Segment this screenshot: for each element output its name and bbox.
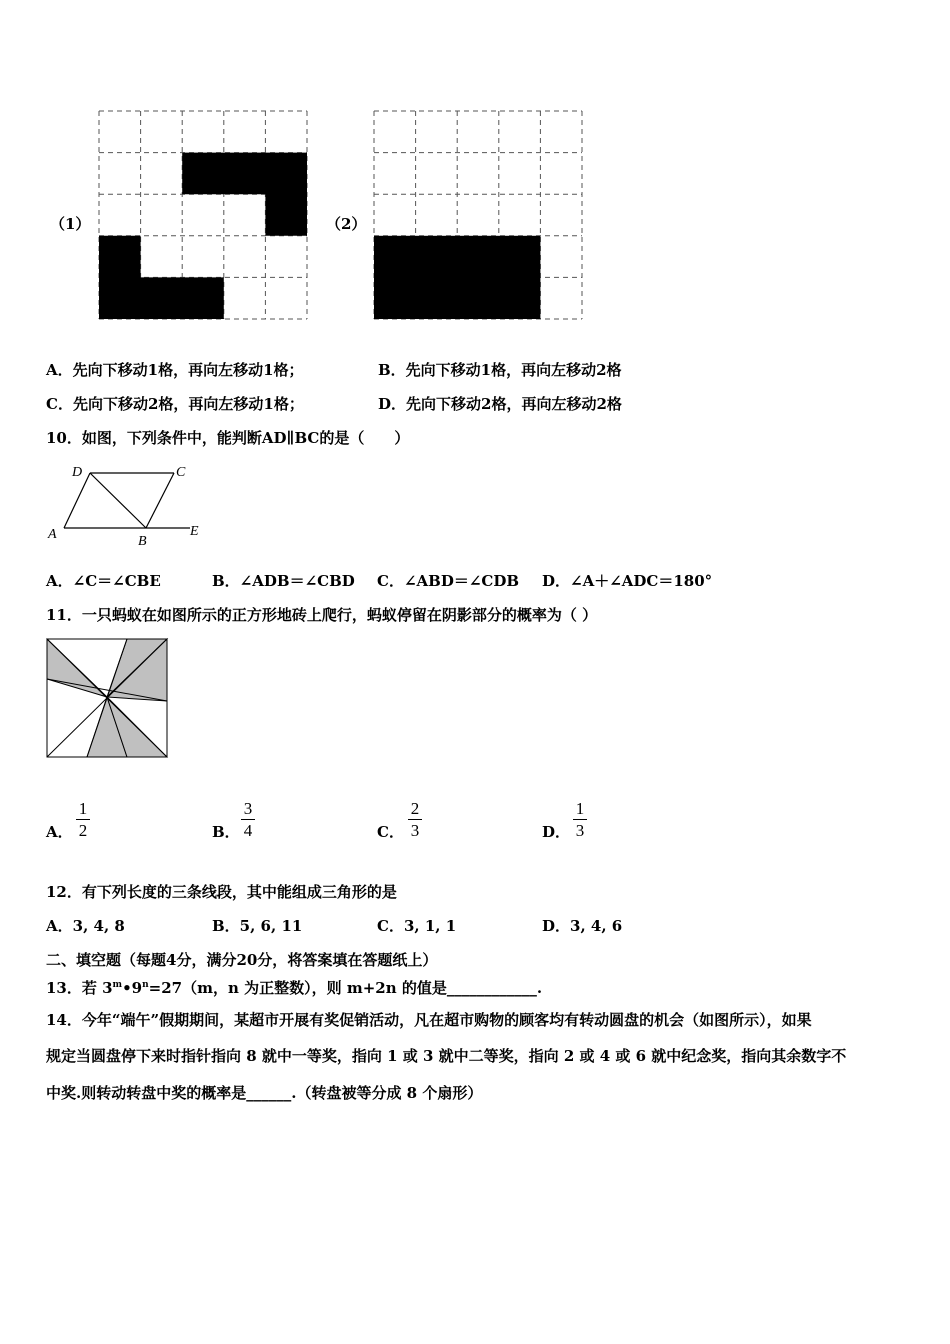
q12-option-b: B．5, 6, 11 bbox=[212, 917, 303, 935]
grid-figure-1 bbox=[98, 110, 310, 322]
q10-option-d: D．∠A＋∠ADC＝180° bbox=[542, 572, 713, 590]
q11-stem: 11．一只蚂蚁在如图所示的正方形地砖上爬行，蚂蚁停留在阴影部分的概率为（ ） bbox=[46, 606, 598, 624]
q11-option-d-letter: D． bbox=[542, 823, 571, 841]
q10-stem: 10．如图，下列条件中，能判断AD∥BC的是（ ） bbox=[46, 429, 410, 447]
q14-line-2: 规定当圆盘停下来时指针指向 8 就中一等奖，指向 1 或 3 就中二等奖，指向 2 或 4 或 6 就中纪念奖，指向其余数字不 bbox=[46, 1047, 847, 1065]
q14-line-3: 中奖.则转动转盘中奖的概率是______.（转盘被等分成 8 个扇形） bbox=[46, 1084, 483, 1102]
q11-option-c-letter: C． bbox=[377, 823, 404, 841]
q9-option-c: C．先向下移动2格，再向左移动1格； bbox=[46, 395, 304, 413]
q11-option-a-fraction bbox=[76, 800, 90, 840]
q9-option-b: B．先向下移动1格，再向左移动2格 bbox=[378, 361, 622, 379]
section-heading: 二、填空题（每题4分，满分20分，将答案填在答题纸上） bbox=[46, 951, 438, 969]
q13-sup-m: m bbox=[112, 980, 123, 990]
q13-text bbox=[46, 975, 542, 998]
q11-option-c-fraction bbox=[408, 800, 422, 840]
fraction-numerator: 3 bbox=[243, 799, 253, 818]
q9-option-a: A．先向下移动1格，再向左移动1格； bbox=[46, 361, 304, 379]
q12-option-d: D．3, 4, 6 bbox=[542, 917, 623, 935]
point-d-label: D bbox=[72, 465, 83, 480]
q11-option-b-fraction bbox=[241, 800, 255, 840]
q13-suffix: =27（m，n 为正整数），则 m+2n 的值是____________. bbox=[148, 979, 543, 997]
point-b-label: B bbox=[138, 534, 147, 549]
q12-option-a: A．3, 4, 8 bbox=[46, 917, 125, 935]
figure-1-label: （1） bbox=[50, 215, 91, 233]
square-tile-figure bbox=[45, 637, 169, 761]
q11-option-b-letter: B． bbox=[212, 823, 240, 841]
q11-option-d-fraction bbox=[573, 800, 587, 840]
fraction-denominator: 3 bbox=[410, 821, 420, 840]
q10-option-c: C．∠ABD＝∠CDB bbox=[377, 572, 520, 590]
fraction-denominator: 3 bbox=[575, 821, 585, 840]
figure-2-label: （2） bbox=[326, 215, 367, 233]
q13-prefix: 13．若 3 bbox=[46, 979, 113, 997]
point-c-label: C bbox=[176, 465, 186, 480]
fraction-numerator: 1 bbox=[575, 799, 585, 818]
q12-stem: 12．有下列长度的三条线段，其中能组成三角形的是 bbox=[46, 883, 397, 901]
parallelogram-figure bbox=[44, 460, 208, 550]
shape-bottom-l bbox=[99, 236, 224, 319]
point-e-label: E bbox=[190, 524, 199, 539]
fraction-numerator: 2 bbox=[410, 799, 420, 818]
fraction-numerator: 1 bbox=[78, 799, 88, 818]
fraction-denominator: 4 bbox=[243, 821, 253, 840]
grid-figure-2 bbox=[373, 110, 585, 322]
q12-option-c: C．3, 1, 1 bbox=[377, 917, 457, 935]
q13-mid: •9 bbox=[122, 979, 143, 997]
q13-sup-n: n bbox=[142, 980, 149, 990]
q10-option-b: B．∠ADB＝∠CBD bbox=[212, 572, 355, 590]
q9-option-d: D．先向下移动2格，再向左移动2格 bbox=[378, 395, 622, 413]
q10-option-a: A．∠C＝∠CBE bbox=[46, 572, 161, 590]
point-a-label: A bbox=[48, 527, 57, 542]
shape-rectangle bbox=[374, 236, 540, 319]
fraction-denominator: 2 bbox=[78, 821, 88, 840]
q14-line-1: 14．今年“端午”假期期间，某超市开展有奖促销活动，凡在超市购物的顾客均有转动圆盘的机会（如图所示），如果 bbox=[46, 1011, 812, 1029]
q11-option-a-letter: A． bbox=[46, 823, 73, 841]
